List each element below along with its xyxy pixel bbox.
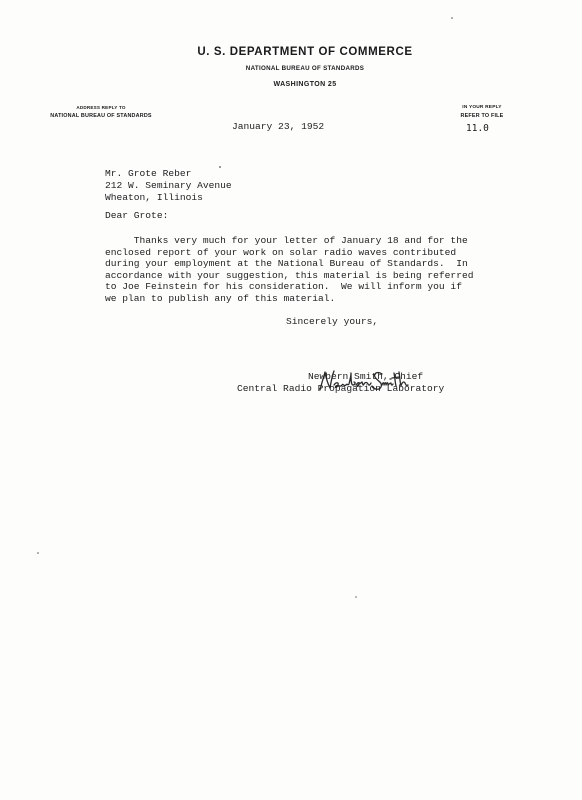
file-reference-line-2: REFER TO FILE bbox=[460, 113, 504, 119]
file-number: 11.0 bbox=[466, 123, 489, 134]
address-line: Wheaton, Illinois bbox=[105, 192, 203, 203]
body-line: accordance with your suggestion, this material is being referred bbox=[105, 269, 474, 281]
file-reference-line-1: IN YOUR REPLY bbox=[462, 105, 502, 110]
reply-to-line-2: NATIONAL BUREAU OF STANDARDS bbox=[50, 113, 152, 119]
letter-date: January 23, 1952 bbox=[232, 121, 325, 132]
signer-title: Central Radio Propagation Laboratory bbox=[237, 383, 445, 394]
address-line: 212 W. Seminary Avenue bbox=[105, 180, 232, 191]
body-line: to Joe Feinstein for his consideration. We will inform you if bbox=[105, 281, 462, 293]
body-line: we plan to publish any of this material. bbox=[105, 292, 336, 304]
reply-to-line-1: ADDRESS REPLY TO bbox=[76, 105, 126, 110]
address-line: Mr. Grote Reber bbox=[105, 168, 192, 179]
body-line: enclosed report of your work on solar radio waves contributed bbox=[105, 246, 457, 258]
signer-name: Newbern Smith, Chief bbox=[308, 371, 424, 382]
letterhead-bureau: NATIONAL BUREAU OF STANDARDS bbox=[245, 65, 365, 72]
closing: Sincerely yours, bbox=[286, 316, 379, 327]
letterhead-department: U. S. DEPARTMENT OF COMMERCE bbox=[197, 46, 413, 58]
salutation: Dear Grote: bbox=[105, 210, 169, 221]
body-line: Thanks very much for your letter of January 18 and for the bbox=[105, 235, 468, 246]
body-line: during your employment at the National Bureau of Standards. In bbox=[105, 258, 468, 270]
letterhead-city: WASHINGTON 25 bbox=[273, 81, 337, 88]
